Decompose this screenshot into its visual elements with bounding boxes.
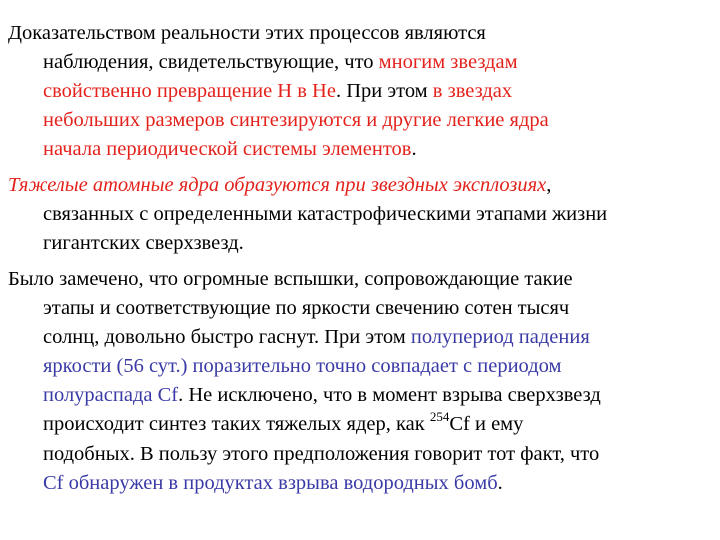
paragraph-heavy-nuclei	[8, 171, 720, 258]
text: подобных. В пользу этого предположения говорит тот факт, что	[43, 443, 600, 465]
highlight-text: Тяжелые атомные ядра образуются при звездных эксплозиях	[8, 174, 547, 196]
text: солнц, довольно быстро гаснут. При этом	[43, 326, 411, 348]
highlight-text: многим звездам	[378, 51, 518, 73]
text: этапы и соответствующие по яркости свечению сотен тысяч	[43, 297, 570, 319]
highlight-text: в звездах	[432, 80, 513, 102]
highlight-text: полупериод падения	[410, 326, 590, 348]
text: Cf и ему	[449, 413, 524, 435]
text: ,	[546, 174, 552, 196]
paragraph-californium	[8, 265, 720, 498]
text: связанных с определенными катастрофическими этапами жизни	[43, 203, 608, 225]
highlight-text: яркости (56 сут.) поразительно точно совпадает с периодом	[43, 355, 562, 377]
text: Было замечено, что огромные вспышки, сопровождающие такие	[8, 268, 573, 290]
highlight-text: начала периодической системы элементов	[43, 138, 412, 160]
text: происходит синтез таких тяжелых ядер, как	[43, 413, 430, 435]
paragraph-star-synthesis	[8, 19, 720, 164]
superscript-mass-number: 254	[429, 409, 450, 424]
highlight-text: небольших размеров синтезируются и другие легкие ядра	[43, 109, 549, 131]
highlight-text: Cf обнаружен в продуктах взрыва водородных бомб	[43, 472, 498, 494]
highlight-text: Н в Не	[277, 80, 336, 102]
text: .	[497, 472, 503, 494]
text: наблюдения, свидетельствующие, что	[43, 51, 379, 73]
highlight-text: полураспада Cf	[43, 384, 179, 406]
text: . Не исключено, что в момент взрыва сверхзвезд	[178, 384, 601, 406]
highlight-text: свойственно превращение	[43, 80, 278, 102]
text: гигантских сверхзвезд.	[43, 232, 244, 254]
text: . При этом	[335, 80, 433, 102]
text: .	[411, 138, 417, 160]
text: Доказательством реальности этих процессов являются	[8, 22, 486, 44]
